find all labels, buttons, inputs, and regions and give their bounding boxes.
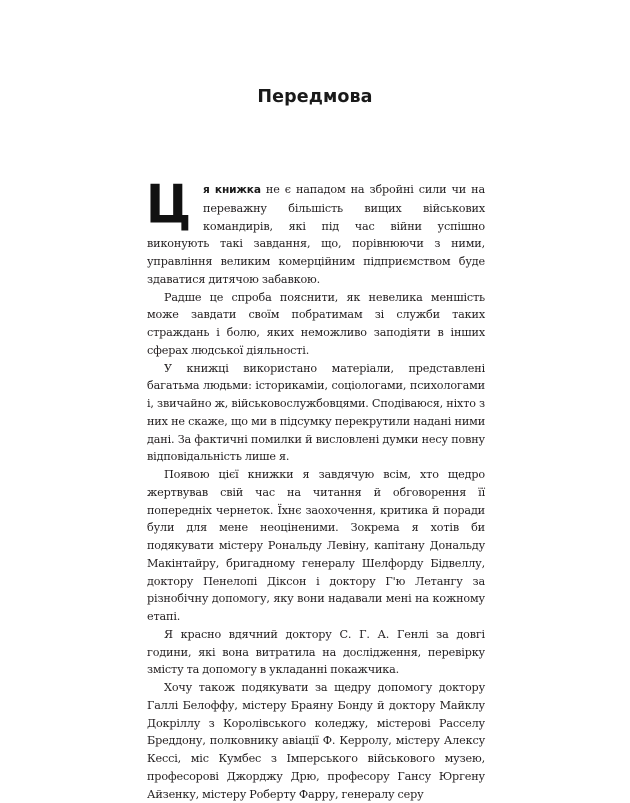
- drop-cap: Ц: [146, 174, 192, 235]
- lead-words: я книжка: [203, 184, 261, 196]
- page-title: Передмова: [257, 87, 373, 107]
- body-text: [146, 174, 485, 803]
- paragraph-6: Хочу також подякувати за щедру допомогу доктору Галлі Белоффу, містеру Браяну Бонду й доктору Майклу Докріллу з Королівського коледжу, містерові Расселу Бреддону, полковнику авіації Ф. Керролу, містеру Алексу Кессі, міс Кумбес з Імперського військового музею, професорові Джорджу Дрю, професору Гансу Юргену Айзенку, містеру Роберту Фарру, генералу серу: [147, 681, 485, 801]
- paragraph-1-text: не є нападом на збройні сили чи на переважну більшість вищих військових командирів, які під час війни успішно виконують такі завдання, що, порівнюючи з ними, управління великим комерційним підприємством буде здаватися дитячою забавкою.: [147, 183, 485, 286]
- paragraph-4: Появою цієї книжки я завдячую всім, хто щедро жертвував свій час на читання й обговорення її попередніх чернеток. Їхнє заохочення, критика й поради були для мене неоціненими. Зокрема я хотів би подякувати містеру Рональду Левіну, капітану Дональду Макінтайру, бригадному генералу Шелфорду Бідвеллу, доктору Пенелопі Діксон і доктору Г'ю Летангу за різнобічну допомогу, яку вони надавали мені на кожному етапі.: [147, 468, 485, 623]
- paragraph-1: [146, 174, 485, 289]
- paragraph-5: Я красно вдячний доктору С. Г. А. Генлі за довгі години, які вона витратила на дослідження, перевірку змісту та допомогу в укладанні покажчика.: [147, 627, 485, 677]
- paragraph-2: Радше це спроба пояснити, як невелика меншість може завдати своїм побратимам зі служби таких страждань і болю, яких неможливо заподіяти в інших сферах людської діяльності.: [147, 290, 485, 357]
- paragraph-3: У книжці використано матеріали, представлені багатьма людьми: історикаміи, соціологами, психологами і, звичайно ж, військовослужбовцями. Сподіваюся, ніхто з них не скаже, що ми в підсумку перекрутили надані ними дані. За фактичні помилки й висловлені думки несу повну відповідальність лише я.: [147, 361, 485, 464]
